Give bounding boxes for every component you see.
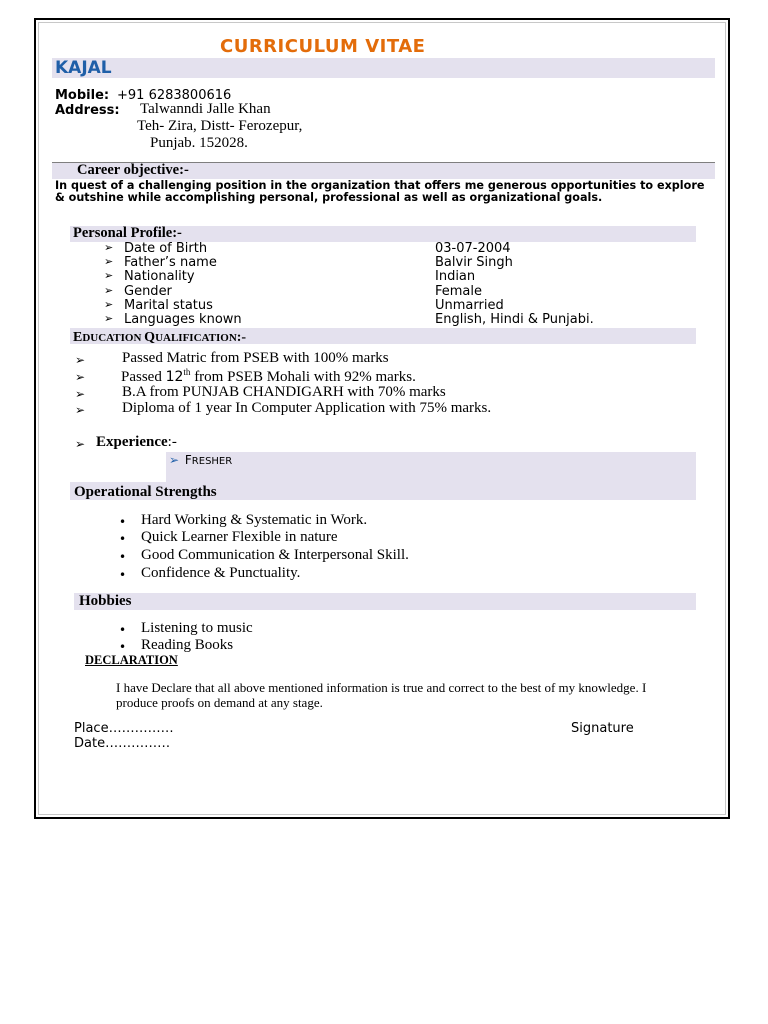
arrow-bullet-icon: ➢: [75, 403, 86, 417]
arrow-bullet-icon: ➢: [75, 437, 86, 451]
bullet-dot-icon: •: [119, 550, 127, 564]
mobile-value: +91 6283800616: [117, 88, 232, 103]
profile-value: Indian: [435, 269, 476, 284]
arrow-bullet-icon: ➢: [75, 370, 86, 384]
bullet-dot-icon: •: [119, 623, 127, 637]
address-label: Address:: [55, 103, 120, 118]
profile-label: Marital status: [124, 298, 213, 313]
bullet-dot-icon: •: [119, 568, 127, 582]
career-objective-text: In quest of a challenging position in the organization that offers me generous opportunities to explore & outshine while accomplishing personal, professional as well as organizational goals.: [55, 179, 705, 204]
strength-item: Quick Learner Flexible in nature: [141, 529, 338, 545]
place-field: Place……………: [74, 721, 174, 736]
profile-row: [104, 312, 113, 326]
experience-band: [166, 452, 696, 482]
arrow-bullet-icon: ➢: [104, 241, 114, 254]
education-item: Passed Matric from PSEB with 100% marks: [122, 350, 389, 366]
arrow-bullet-icon: ➢: [169, 453, 180, 467]
experience-heading: Experience:-: [96, 434, 177, 450]
address-line: Talwanndi Jalle Khan: [140, 101, 271, 117]
profile-label: Languages known: [124, 312, 242, 327]
profile-label: Date of Birth: [124, 241, 208, 256]
date-field: Date……………: [74, 736, 171, 751]
declaration-text: I have Declare that all above mentioned information is true and correct to the best of my knowledge. I produce proofs on demand at any stage.: [116, 680, 647, 710]
profile-label: Nationality: [124, 269, 195, 284]
hobby-item: Listening to music: [141, 620, 253, 636]
education-heading: EDUCATION QUALIFICATION:-: [73, 330, 247, 345]
profile-row: [104, 298, 113, 312]
personal-profile-heading: Personal Profile:-: [73, 225, 182, 241]
bullet-dot-icon: •: [119, 515, 127, 529]
hobbies-heading: Hobbies: [79, 593, 132, 609]
bullet-dot-icon: •: [119, 640, 127, 654]
profile-row: [104, 269, 113, 283]
career-objective-heading: Career objective:-: [77, 162, 189, 178]
signature-label: Signature: [571, 721, 634, 736]
declaration-heading: DECLARATION: [85, 653, 178, 667]
profile-row: [104, 284, 113, 298]
document-title: CURRICULUM VITAE: [220, 36, 426, 57]
arrow-bullet-icon: ➢: [104, 298, 114, 311]
profile-value: Female: [435, 284, 483, 299]
address-line: Punjab. 152028.: [150, 135, 248, 151]
strength-item: Confidence & Punctuality.: [141, 565, 301, 581]
hobby-item: Reading Books: [141, 637, 234, 653]
arrow-bullet-icon: ➢: [104, 269, 114, 282]
profile-label: Gender: [124, 284, 172, 299]
arrow-bullet-icon: ➢: [104, 255, 114, 268]
profile-value: Balvir Singh: [435, 255, 513, 270]
candidate-name: KAJAL: [55, 58, 112, 78]
address-line: Teh- Zira, Distt- Ferozepur,: [137, 118, 303, 134]
profile-value: English, Hindi & Punjabi.: [435, 312, 594, 327]
experience-item: ➢ FRESHER: [169, 453, 233, 467]
profile-row: [104, 255, 113, 269]
arrow-bullet-icon: ➢: [75, 387, 86, 401]
arrow-bullet-icon: ➢: [104, 312, 114, 325]
operational-strengths-heading: Operational Strengths: [74, 484, 217, 500]
education-item: Passed 12th from PSEB Mohali with 92% marks.: [121, 367, 416, 385]
arrow-bullet-icon: ➢: [104, 284, 114, 297]
profile-label: Father’s name: [124, 255, 217, 270]
strength-item: Good Communication & Interpersonal Skill.: [141, 547, 409, 563]
education-item: B.A from PUNJAB CHANDIGARH with 70% marks: [122, 384, 446, 400]
name-band: [52, 58, 715, 78]
profile-value: 03-07-2004: [435, 241, 511, 256]
arrow-bullet-icon: ➢: [75, 353, 86, 367]
bullet-dot-icon: •: [119, 532, 127, 546]
mobile-label: Mobile:: [55, 88, 110, 103]
hobbies-band: [74, 593, 696, 610]
education-item: Diploma of 1 year In Computer Application with 75% marks.: [122, 400, 492, 416]
profile-value: Unmarried: [435, 298, 504, 313]
strength-item: Hard Working & Systematic in Work.: [141, 512, 368, 528]
profile-row: [104, 241, 113, 255]
